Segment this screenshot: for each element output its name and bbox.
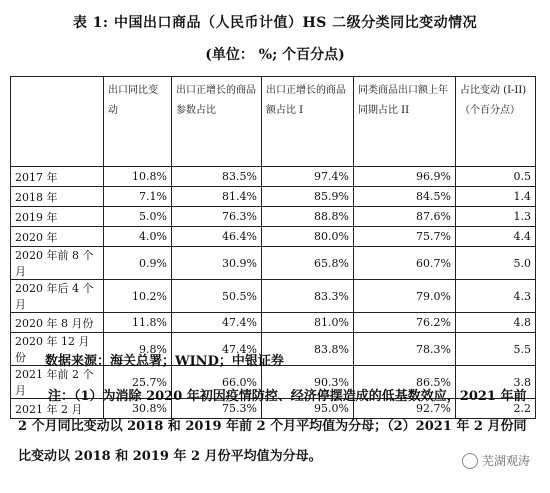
- table-cell: 87.6%: [354, 207, 456, 227]
- header-cell: 出口正增长的商品额占比 I: [262, 77, 354, 167]
- watermark-text: 芜湖观涛: [481, 454, 530, 468]
- table-cell: 5.0: [456, 247, 536, 280]
- table-cell: 86.5%: [354, 366, 456, 399]
- table-row: [11, 167, 536, 187]
- table-cell: 30.8%: [104, 399, 172, 419]
- table-cell: 4.4: [456, 227, 536, 247]
- table-row: [11, 207, 536, 227]
- table-cell: 9.8%: [104, 333, 172, 366]
- table-cell: 75.7%: [354, 227, 456, 247]
- table-cell: 47.4%: [172, 333, 262, 366]
- header-cell: 占比变动 (I-II)（个百分点）: [456, 77, 536, 167]
- table-cell: 78.3%: [354, 333, 456, 366]
- row-label: 2021 年 2 月: [11, 399, 104, 419]
- row-label: 2018 年: [11, 187, 104, 207]
- wechat-icon: [462, 453, 478, 469]
- table-row: [11, 227, 536, 247]
- header-cell: 出口正增长的商品参数占比: [172, 77, 262, 167]
- table-cell: 0.5: [456, 167, 536, 187]
- table-cell: 97.4%: [262, 167, 354, 187]
- row-label: 2017 年: [11, 167, 104, 187]
- table-cell: 79.0%: [354, 280, 456, 313]
- header-cell: [11, 77, 104, 167]
- table-cell: 10.8%: [104, 167, 172, 187]
- table-cell: 76.2%: [354, 313, 456, 333]
- table-cell: 90.3%: [262, 366, 354, 399]
- table-cell: 83.3%: [262, 280, 354, 313]
- table-row: [11, 187, 536, 207]
- table-cell: 83.8%: [262, 333, 354, 366]
- table-cell: 75.3%: [172, 399, 262, 419]
- table-cell: 25.7%: [104, 366, 172, 399]
- table-cell: 1.4: [456, 187, 536, 207]
- table-cell: 0.9%: [104, 247, 172, 280]
- table-cell: 7.1%: [104, 187, 172, 207]
- table-cell: 81.0%: [262, 313, 354, 333]
- header-cell: 出口同比变动: [104, 77, 172, 167]
- row-label: 2020 年后 4 个月: [11, 280, 104, 313]
- table-cell: 50.5%: [172, 280, 262, 313]
- table-cell: 5.5: [456, 333, 536, 366]
- data-source: 数据来源：海关总署；WIND；中银证券: [45, 354, 284, 369]
- table-cell: 4.3: [456, 280, 536, 313]
- header-cell: 同类商品出口额上年同期占比 II: [354, 77, 456, 167]
- table-cell: 92.7%: [354, 399, 456, 419]
- table-cell: 11.8%: [104, 313, 172, 333]
- table-cell: 81.4%: [172, 187, 262, 207]
- row-label: 2020 年前 8 个月: [11, 247, 104, 280]
- table-row: [11, 280, 536, 313]
- table-cell: 84.5%: [354, 187, 456, 207]
- table-cell: 66.0%: [172, 366, 262, 399]
- table-cell: 88.8%: [262, 207, 354, 227]
- table-cell: 65.8%: [262, 247, 354, 280]
- table-cell: 46.4%: [172, 227, 262, 247]
- table-cell: 60.7%: [354, 247, 456, 280]
- table-cell: 10.2%: [104, 280, 172, 313]
- table-cell: 30.9%: [172, 247, 262, 280]
- unit-caption: (单位： %; 个百分点): [205, 47, 345, 63]
- table-cell: 4.8: [456, 313, 536, 333]
- table-row: [11, 313, 536, 333]
- table-row: [11, 247, 536, 280]
- footnote: 注：（1）为消除 2020 年初因疫情防控、经济停摆造成的低基数效应，2021 年前 2 个月同比变动以 2018 和 2019 年前 2 个月平均值为分母；（2）2021 年 2 月份同比变动以 2018 和 2019 年 2 月份平均值为分母。: [18, 389, 527, 464]
- table-cell: 4.0%: [104, 227, 172, 247]
- row-label: 2020 年 12 月份: [11, 333, 104, 366]
- table-cell: 85.9%: [262, 187, 354, 207]
- table-cell: 5.0%: [104, 207, 172, 227]
- watermark: [462, 452, 530, 469]
- table-cell: 3.8: [456, 366, 536, 399]
- row-label: 2021 年前 2 个月: [11, 366, 104, 399]
- table-cell: 96.9%: [354, 167, 456, 187]
- table-cell: 80.0%: [262, 227, 354, 247]
- header-row: [11, 77, 536, 167]
- row-label: 2019 年: [11, 207, 104, 227]
- table-cell: 76.3%: [172, 207, 262, 227]
- table-cell: 1.3: [456, 207, 536, 227]
- row-label: 2020 年 8 月份: [11, 313, 104, 333]
- table-cell: 2.2: [456, 399, 536, 419]
- table-title: 表 1: 中国出口商品（人民币计值）HS 二级分类同比变动情况: [72, 15, 478, 31]
- table-cell: 83.5%: [172, 167, 262, 187]
- table-cell: 47.4%: [172, 313, 262, 333]
- table-cell: 95.0%: [262, 399, 354, 419]
- row-label: 2020 年: [11, 227, 104, 247]
